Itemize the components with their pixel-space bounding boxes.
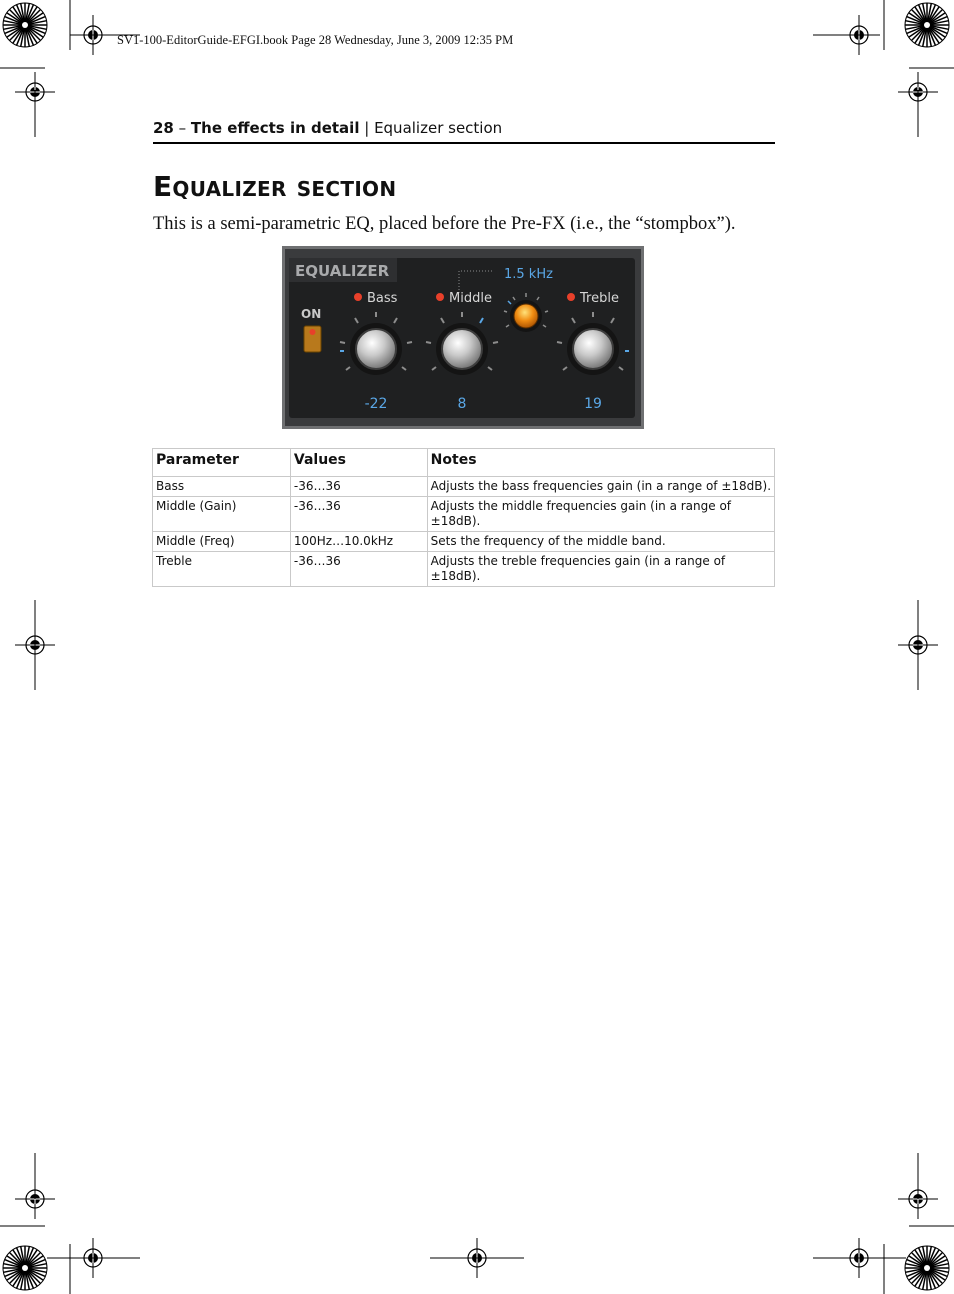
cell-parameter: Bass (153, 477, 291, 497)
header-rule (153, 142, 775, 144)
table-row (153, 497, 775, 532)
page-number: 28 (153, 119, 174, 137)
cell-notes: Sets the frequency of the middle band. (427, 532, 774, 552)
table-header-row (153, 449, 775, 477)
section-title: Equalizer section (153, 170, 397, 203)
cell-parameter: Middle (Freq) (153, 532, 291, 552)
on-label: ON (301, 307, 322, 321)
section-name: Equalizer section (374, 119, 503, 137)
middle-value: 8 (457, 396, 467, 412)
treble-value: 19 (584, 396, 602, 412)
table-row (153, 477, 775, 497)
print-info-line: SV1-100-EditorGuide-EFGI.book Page 28 Wednesday, June 3, 2009 12:35 PM (117, 33, 514, 47)
cell-values: -36…36 (290, 477, 427, 497)
on-switch[interactable] (304, 326, 321, 352)
intro-paragraph: This is a semi-parametric EQ, placed before the Pre-FX (i.e., the “stompbox”). (153, 214, 736, 234)
cell-notes: Adjusts the treble frequencies gain (in a range of ±18dB). (427, 552, 774, 587)
header-dash: – (173, 119, 191, 137)
chapter-title: The effects in detail (190, 119, 360, 137)
cell-notes: Adjusts the bass frequencies gain (in a range of ±18dB). (427, 477, 774, 497)
bass-value: -22 (364, 396, 388, 412)
cell-values: -36…36 (290, 497, 427, 532)
bass-label: Bass (367, 291, 398, 306)
table-row (153, 552, 775, 587)
cell-parameter: Treble (153, 552, 291, 587)
column-header-parameter: Parameter (153, 449, 291, 477)
panel-title: EQUALIZER (295, 262, 390, 280)
treble-label: Treble (580, 291, 619, 306)
cell-parameter: Middle (Gain) (153, 497, 291, 532)
middle-label: Middle (449, 291, 492, 306)
column-header-values: Values (290, 449, 427, 477)
middle-frequency-readout: 1.5 kHz (504, 267, 553, 282)
running-header (153, 119, 774, 137)
table-row (153, 532, 775, 552)
cell-values: 100Hz…10.0kHz (290, 532, 427, 552)
cell-values: -36…36 (290, 552, 427, 587)
cell-notes: Adjusts the middle frequencies gain (in a range of ±18dB). (427, 497, 774, 532)
equalizer-panel (282, 246, 644, 429)
header-separator: | (359, 119, 375, 137)
parameter-table (152, 448, 775, 587)
column-header-notes: Notes (427, 449, 774, 477)
